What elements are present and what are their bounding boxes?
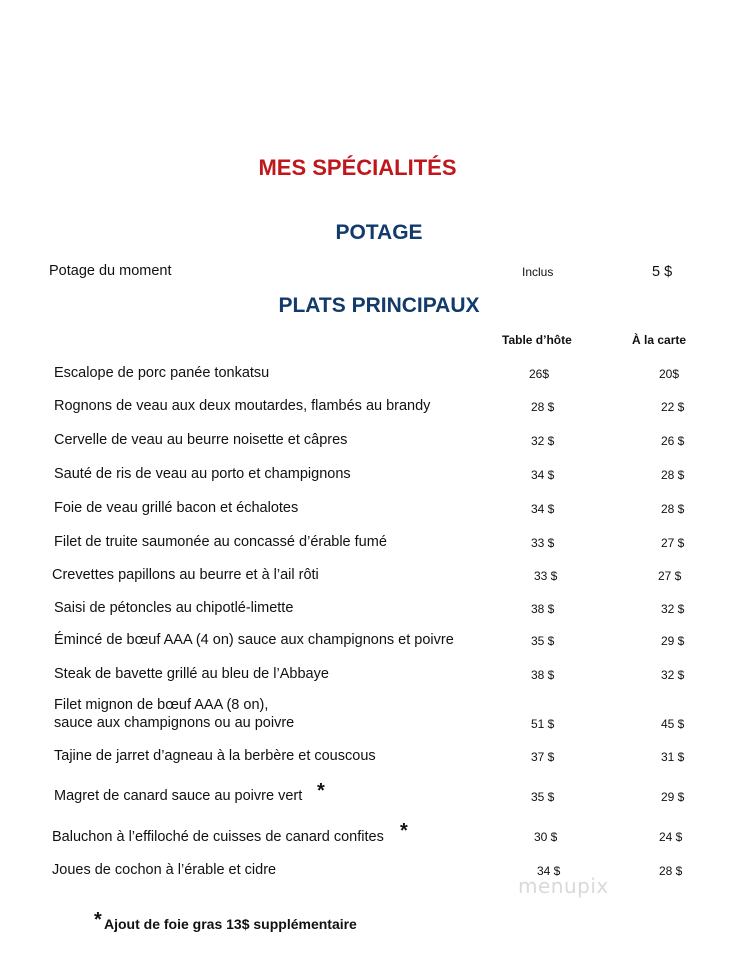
menu-item-name-line2: sauce aux champignons ou au poivre: [54, 715, 295, 731]
column-header-a-la-carte: À la carte: [632, 333, 687, 347]
menu-item-name: Escalope de porc panée tonkatsu: [54, 365, 270, 381]
menu-item-name: Émincé de bœuf AAA (4 on) sauce aux champignons et poivre: [54, 632, 454, 648]
watermark-logo: menupix: [518, 874, 609, 898]
menu-item-a-la-carte-price: 31 $: [661, 750, 685, 764]
menu-item-a-la-carte-price: 27 $: [661, 536, 685, 550]
menu-item-name: Cervelle de veau au beurre noisette et câpres: [54, 432, 348, 448]
column-header-table-hote: Table d’hôte: [502, 333, 572, 347]
menu-item-table-hote-price: 32 $: [531, 434, 555, 448]
menu-item-a-la-carte-price: 27 $: [658, 569, 682, 583]
menu-item-name: Filet de truite saumonée au concassé d’érable fumé: [54, 534, 387, 550]
menu-item-name: Rognons de veau aux deux moutardes, flambés au brandy: [54, 398, 431, 414]
section-heading-potage: POTAGE: [335, 221, 423, 244]
section-heading-plats: PLATS PRINCIPAUX: [278, 294, 480, 317]
menu-item-table-hote-price: 34 $: [531, 468, 555, 482]
menu-item-name: Steak de bavette grillé au bleu de l’Abbaye: [54, 666, 329, 682]
menu-item-a-la-carte-price: 20$: [659, 367, 680, 381]
menu-item-table-hote-price: 34 $: [531, 502, 555, 516]
menu-item-a-la-carte-price: 32 $: [661, 668, 685, 682]
potage-item-name: Potage du moment: [49, 263, 172, 279]
menu-item-table-hote-price: 34 $: [537, 864, 561, 878]
potage-a-la-carte-price: 5 $: [652, 264, 673, 280]
menu-title: MES SPÉCIALITÉS: [258, 155, 457, 180]
menu-item-name: Foie de veau grillé bacon et échalotes: [54, 500, 299, 516]
menu-item-name: Joues de cochon à l’érable et cidre: [52, 862, 277, 878]
potage-table-hote-price: Inclus: [522, 265, 554, 279]
menu-item-name: Magret de canard sauce au poivre vert: [54, 788, 303, 804]
menu-item-name: Sauté de ris de veau au porto et champignons: [54, 466, 351, 482]
menu-item-a-la-carte-price: 28 $: [661, 502, 685, 516]
menu-item-a-la-carte-price: 24 $: [659, 830, 683, 844]
menu-item-a-la-carte-price: 29 $: [661, 634, 685, 648]
menu-item-table-hote-price: 35 $: [531, 790, 555, 804]
menu-item-a-la-carte-price: 28 $: [661, 468, 685, 482]
menu-item-name: Filet mignon de bœuf AAA (8 on),: [54, 697, 269, 713]
menu-item-table-hote-price: 37 $: [531, 750, 555, 764]
menu-item-a-la-carte-price: 45 $: [661, 717, 685, 731]
footnote-asterisk: *: [94, 909, 102, 931]
menu-item-table-hote-price: 51 $: [531, 717, 555, 731]
menu-item-name: Saisi de pétoncles au chipotlé-limette: [54, 600, 294, 616]
menu-item-table-hote-price: 26$: [529, 367, 550, 381]
menu-item-table-hote-price: 30 $: [534, 830, 558, 844]
menu-item-table-hote-price: 33 $: [534, 569, 558, 583]
menu-item-name: Tajine de jarret d’agneau à la berbère et couscous: [54, 748, 376, 764]
menu-item-table-hote-price: 33 $: [531, 536, 555, 550]
menu-item-a-la-carte-price: 32 $: [661, 602, 685, 616]
asterisk-marker: *: [400, 820, 408, 842]
asterisk-marker: *: [317, 780, 325, 802]
menu-item-a-la-carte-price: 22 $: [661, 400, 685, 414]
menu-item-name: Crevettes papillons au beurre et à l’ail rôti: [52, 567, 319, 583]
menu-item-table-hote-price: 28 $: [531, 400, 555, 414]
menu-item-a-la-carte-price: 29 $: [661, 790, 685, 804]
menu-item-table-hote-price: 35 $: [531, 634, 555, 648]
menu-item-table-hote-price: 38 $: [531, 668, 555, 682]
menu-item-a-la-carte-price: 28 $: [659, 864, 683, 878]
menu-item-name: Baluchon à l’effiloché de cuisses de canard confites: [52, 829, 384, 845]
footnote-text: Ajout de foie gras 13$ supplémentaire: [104, 916, 357, 932]
menu-item-a-la-carte-price: 26 $: [661, 434, 685, 448]
menu-item-table-hote-price: 38 $: [531, 602, 555, 616]
